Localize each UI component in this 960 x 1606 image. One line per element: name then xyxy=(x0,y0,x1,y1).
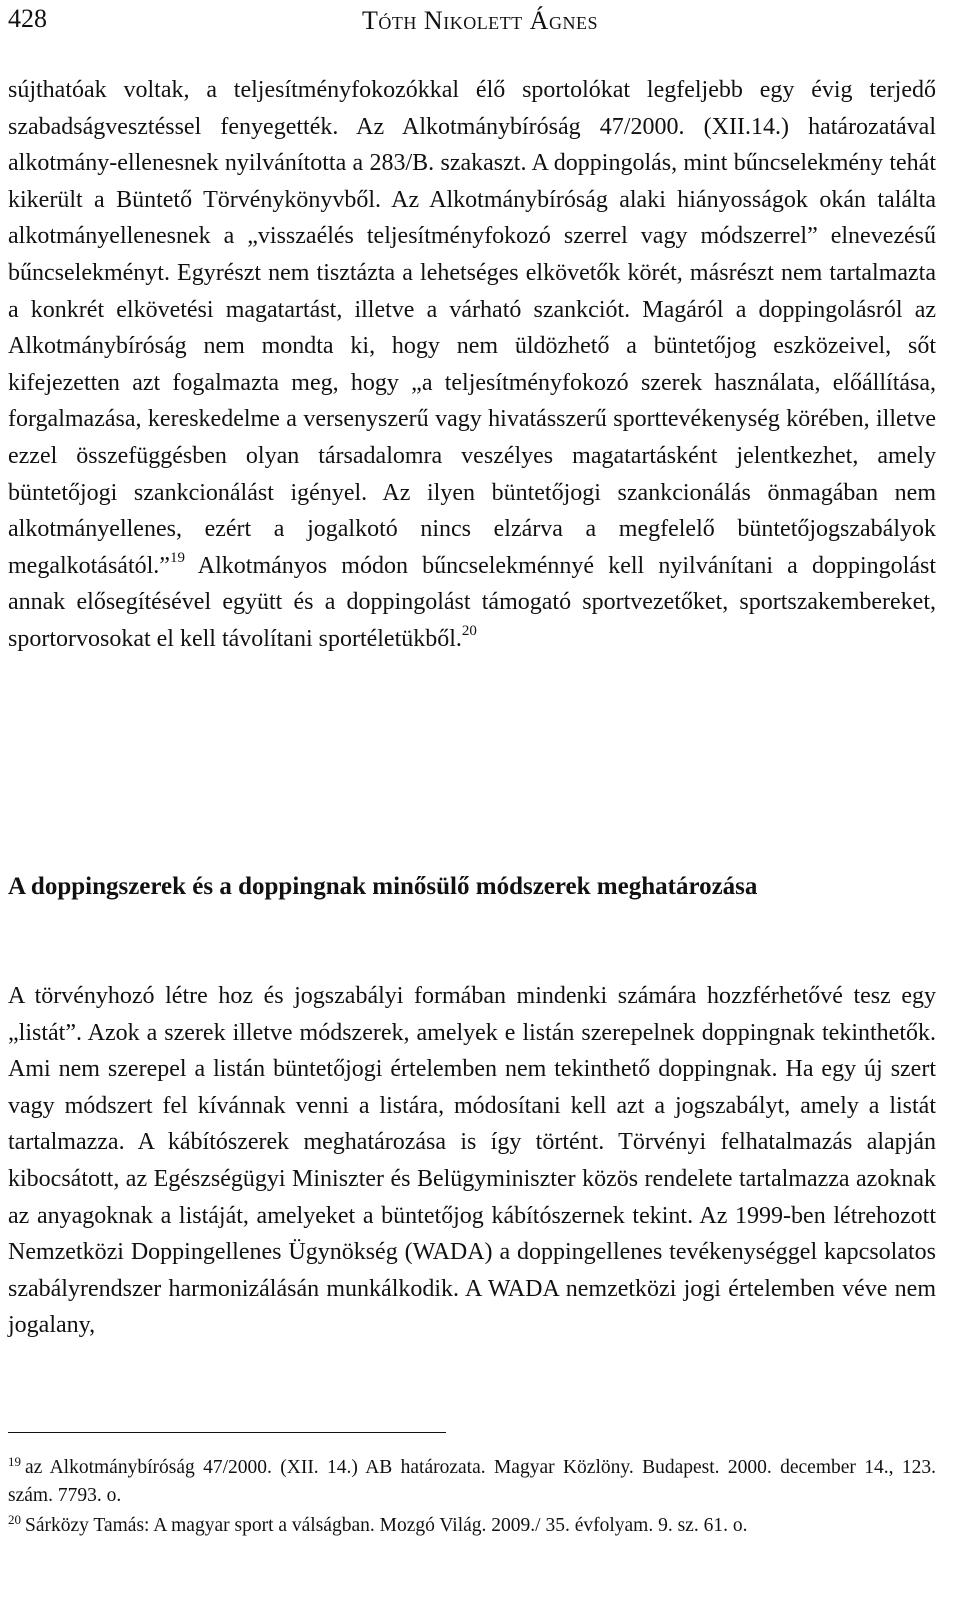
page-number: 428 xyxy=(8,4,47,33)
paragraph-text: Alkotmányos módon bűncselekménnyé kell nyilvánítani a doppingolást annak elősegítésével együtt és a doppingolást támogató sportvezetőket, sportszakembereket, sportorvosokat el kell távolítani sportéletükből. xyxy=(8,552,936,652)
footnote xyxy=(8,1454,936,1510)
running-head-author: Tóth Nikolett Ágnes xyxy=(362,6,598,35)
footnote-mark: 20 xyxy=(8,1511,21,1527)
footnote-mark: 19 xyxy=(8,1453,21,1469)
page-header xyxy=(8,4,952,40)
body-paragraph xyxy=(8,72,936,658)
footnote-separator xyxy=(8,1432,446,1433)
footnote-text: Sárközy Tamás: A magyar sport a válságban. Mozgó Világ. 2009./ 35. évfolyam. 9. sz. 61. o. xyxy=(25,1515,748,1536)
footnote-reference[interactable]: 19 xyxy=(169,549,185,566)
paragraph-text: sújthatóak voltak, a teljesítményfokozókkal élő sportolókat legfeljebb egy évig terjedő szabadságvesztéssel fenyegették. Az Alkotmánybíróság 47/2000. (XII.14.) határozatával alkotmány-ellenesnek nyilvánította a 283/B. szakaszt. A doppingolás, mint bűncselekmény tehát kikerült a Büntető Törvénykönyvből. Az Alkotmánybíróság alaki hiányosságok okán találta alkotmányellenesnek a „visszaélés teljesítményfokozó szerrel vagy módszerrel” elnevezésű bűncselekményt. Egyrészt nem tisztázta a lehetséges elkövetők körét, másrészt nem tartalmazta a konkrét elkövetési magatartást, illetve a várható szankciót. Magáról a doppingolásról az Alkotmánybíróság nem mondta ki, hogy nem üldözhető a büntetőjog eszközeivel, sőt kifejezetten azt fogalmazta meg, hogy „a teljesítményfokozó szerek használata, előállítása, forgalmazása, kereskedelme a versenyszerű vagy hivatásszerű sporttevékenység körében, illetve ezzel összefüggésben olyan társadalomra veszélyes magatartásként jelentkezhet, amely büntetőjogi szankcionálást igényel. Az ilyen büntetőjogi szankcionálás önmagában nem alkotmányellenes, ezért a jogalkotó nincs elzárva a megfelelő büntetőjogszabályok megalkotásától.” xyxy=(8,77,936,579)
section-heading: A doppingszerek és a doppingnak minősülő módszerek meghatározása xyxy=(8,873,758,900)
footnote-reference[interactable]: 20 xyxy=(461,622,477,639)
body-paragraph: A törvényhozó létre hoz és jogszabályi formában mindenki számára hozzférhetővé tesz egy „listát”. Azok a szerek illetve módszerek, amelyek e listán szerepelnek doppingnak tekinthetők. Ami nem szerepel a listán büntetőjogi értelemben nem tekinthető doppingnak. Ha egy új szert vagy módszert fel kívánnak venni a listára, módosítani kell azt a jogszabályt, amely a listát tartalmazza. A kábítószerek meghatározása is így történt. Törvényi felhatalmazás alapján kibocsátott, az Egészségügyi Miniszter és Belügyminiszter közös rendelete tartalmazza azoknak az anyagoknak a listáját, amelyeket a büntetőjog kábítószernek tekint. Az 1999-ben létrehozott Nemzetközi Doppingellenes Ügynökség (WADA) a doppingellenes tevékenységgel kapcsolatos szabályrendszer harmonizálásán munkálkodik. A WADA nemzetközi jogi értelemben véve nem jogalany, xyxy=(8,983,936,1339)
footnote-text: az Alkotmánybíróság 47/2000. (XII. 14.) AB határozata. Magyar Közlöny. Budapest. 2000. december 14., 123. szám. 7793. o. xyxy=(8,1457,936,1506)
footnote xyxy=(8,1512,936,1540)
